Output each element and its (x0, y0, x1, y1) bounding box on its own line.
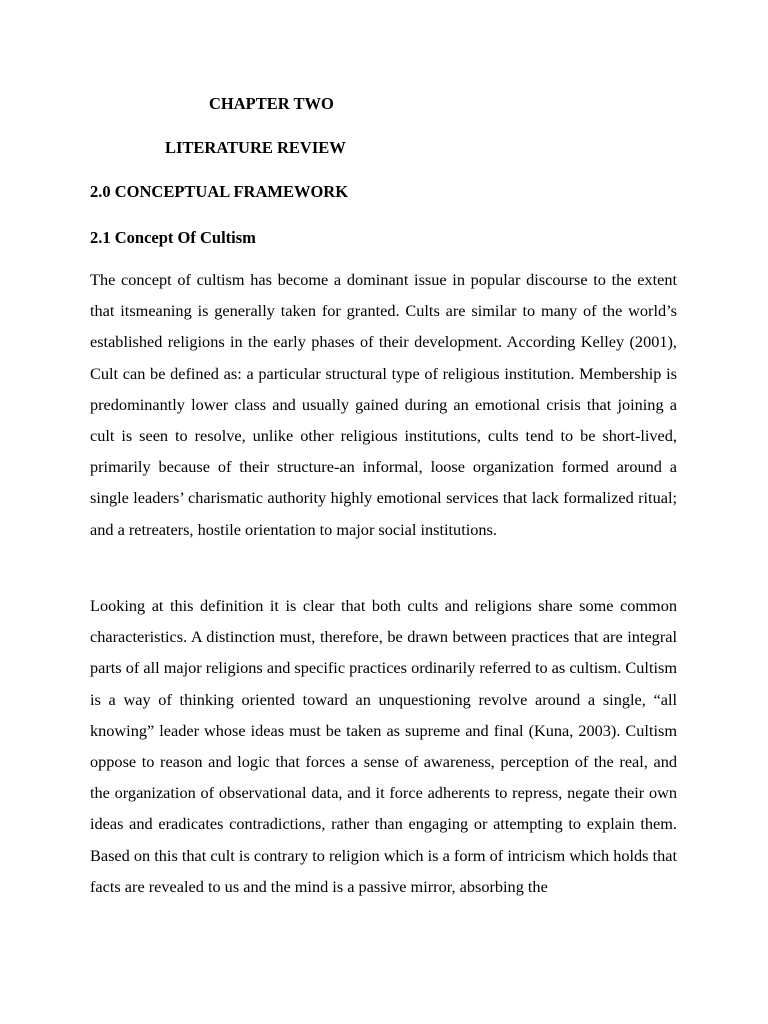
subsection-heading: 2.1 Concept Of Cultism (90, 228, 256, 247)
section-heading: 2.0 CONCEPTUAL FRAMEWORK (90, 182, 349, 201)
chapter-subtitle: LITERATURE REVIEW (165, 138, 346, 157)
body-paragraph: The concept of cultism has become a dominant issue in popular discourse to the extent that itsmeaning is generally taken for granted. Cults are similar to many of the world’s established religions in the early phases of their development. According Kelley (2001), Cult can be defined as: a particular structural type of religious institution. Membership is predominantly lower class and usually gained during an emotional crisis that joining a cult is seen to resolve, unlike other religious institutions, cults tend to be short-lived, primarily because of their structure-an informal, loose organization formed around a single leaders’ charismatic authority highly emotional services that lack formalized ritual; and a retreaters, hostile orientation to major social institutions. (90, 270, 677, 539)
body-paragraph: Looking at this definition it is clear that both cults and religions share some common characteristics. A distinction must, therefore, be drawn between practices that are integral parts of all major religions and specific practices ordinarily referred to as cultism. Cultism is a way of thinking oriented toward an unquestioning revolve around a single, “all knowing” leader whose ideas must be taken as supreme and final (Kuna, 2003). Cultism oppose to reason and logic that forces a sense of awareness, perception of the real, and the organization of observational data, and it force adherents to repress, negate their own ideas and eradicates contradictions, rather than engaging or attempting to explain them. Based on this that cult is contrary to religion which is a form of intricism which holds that facts are revealed to us and the mind is a passive mirror, absorbing the (90, 596, 677, 896)
chapter-title: CHAPTER TWO (209, 94, 334, 113)
